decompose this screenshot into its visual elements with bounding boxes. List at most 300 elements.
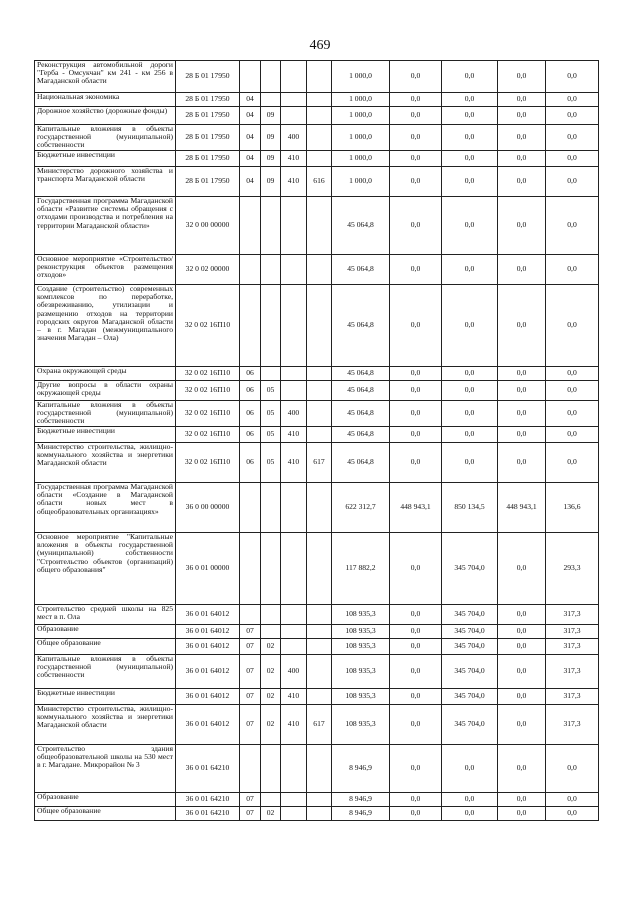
row-value-5: 0,0 [546, 151, 599, 167]
row-value-1: 45 064,8 [332, 443, 390, 483]
table-row [35, 807, 599, 821]
row-value-3: 0,0 [442, 107, 498, 125]
row-subsection: 09 [261, 151, 281, 167]
row-section [240, 255, 261, 285]
row-section: 06 [240, 427, 261, 443]
row-value-5: 0,0 [546, 443, 599, 483]
row-name: Государственная программа Магаданской области «Создание в Магаданской области новых мест в общеобразовательных организациях» [35, 483, 176, 533]
row-value-5: 0,0 [546, 793, 599, 807]
row-name: Общее образование [35, 807, 176, 821]
row-value-1: 45 064,8 [332, 285, 390, 367]
row-value-3: 0,0 [442, 151, 498, 167]
row-name: Министерство дорожного хозяйства и транспорта Магаданской области [35, 167, 176, 197]
row-expense-type: 410 [281, 689, 307, 705]
row-administrator [307, 381, 332, 401]
table-row [35, 745, 599, 793]
row-value-5: 0,0 [546, 197, 599, 255]
row-value-3: 0,0 [442, 367, 498, 381]
row-value-2: 0,0 [390, 167, 442, 197]
row-code: 36 0 01 64012 [176, 625, 240, 639]
row-expense-type [281, 745, 307, 793]
row-code: 36 0 01 64210 [176, 793, 240, 807]
row-administrator [307, 655, 332, 689]
row-value-1: 45 064,8 [332, 255, 390, 285]
row-value-1: 1 000,0 [332, 151, 390, 167]
table-row [35, 401, 599, 427]
row-expense-type [281, 197, 307, 255]
row-section: 07 [240, 689, 261, 705]
row-value-1: 45 064,8 [332, 427, 390, 443]
row-value-5: 0,0 [546, 807, 599, 821]
row-value-2: 0,0 [390, 807, 442, 821]
row-value-3: 0,0 [442, 381, 498, 401]
row-section: 06 [240, 367, 261, 381]
row-value-5: 0,0 [546, 427, 599, 443]
row-code: 32 0 02 16П10 [176, 427, 240, 443]
row-name: Основное мероприятие "Капитальные вложения в объекты государственной (муниципальной) собственности "Строительство объектов (организаций) общего образования" [35, 533, 176, 605]
row-expense-type: 400 [281, 655, 307, 689]
table-row [35, 367, 599, 381]
row-section: 06 [240, 381, 261, 401]
row-expense-type: 400 [281, 125, 307, 151]
table-row [35, 639, 599, 655]
row-value-4: 0,0 [498, 93, 546, 107]
row-value-5: 0,0 [546, 167, 599, 197]
row-expense-type [281, 107, 307, 125]
row-administrator [307, 427, 332, 443]
row-value-2: 0,0 [390, 367, 442, 381]
row-value-4: 0,0 [498, 167, 546, 197]
row-code: 36 0 01 64012 [176, 605, 240, 625]
row-value-1: 117 882,2 [332, 533, 390, 605]
table-row [35, 689, 599, 705]
row-value-5: 317,3 [546, 689, 599, 705]
row-value-3: 0,0 [442, 61, 498, 93]
row-value-4: 0,0 [498, 443, 546, 483]
row-subsection: 02 [261, 655, 281, 689]
row-subsection [261, 625, 281, 639]
table-row [35, 605, 599, 625]
table-row [35, 61, 599, 93]
row-value-2: 0,0 [390, 793, 442, 807]
row-subsection: 05 [261, 427, 281, 443]
row-value-4: 0,0 [498, 381, 546, 401]
row-administrator [307, 401, 332, 427]
row-code: 36 0 01 64012 [176, 655, 240, 689]
row-value-5: 0,0 [546, 125, 599, 151]
row-subsection: 02 [261, 639, 281, 655]
row-value-1: 108 935,3 [332, 639, 390, 655]
row-value-2: 448 943,1 [390, 483, 442, 533]
table-row [35, 107, 599, 125]
table-row [35, 197, 599, 255]
row-value-2: 0,0 [390, 705, 442, 745]
row-value-5: 317,3 [546, 655, 599, 689]
row-subsection: 02 [261, 807, 281, 821]
row-value-2: 0,0 [390, 285, 442, 367]
row-expense-type [281, 93, 307, 107]
row-expense-type [281, 625, 307, 639]
row-section: 07 [240, 705, 261, 745]
table-row [35, 483, 599, 533]
row-section [240, 745, 261, 793]
row-expense-type: 410 [281, 167, 307, 197]
row-value-3: 345 704,0 [442, 605, 498, 625]
row-administrator [307, 639, 332, 655]
row-value-1: 45 064,8 [332, 381, 390, 401]
row-value-4: 0,0 [498, 705, 546, 745]
table-row [35, 255, 599, 285]
table-row [35, 151, 599, 167]
row-expense-type [281, 605, 307, 625]
row-value-2: 0,0 [390, 655, 442, 689]
row-name: Строительство здания общеобразовательной школы на 530 мест в г. Магадане. Микрорайон № 3 [35, 745, 176, 793]
row-name: Министерство строительства, жилищно-коммунального хозяйства и энергетики Магаданской области [35, 705, 176, 745]
row-value-4: 0,0 [498, 605, 546, 625]
row-name: Строительство средней школы на 825 мест в п. Ола [35, 605, 176, 625]
row-value-3: 850 134,5 [442, 483, 498, 533]
row-administrator [307, 61, 332, 93]
row-section [240, 605, 261, 625]
row-value-1: 108 935,3 [332, 689, 390, 705]
row-value-4: 0,0 [498, 151, 546, 167]
row-subsection [261, 285, 281, 367]
row-value-5: 293,3 [546, 533, 599, 605]
row-value-3: 345 704,0 [442, 689, 498, 705]
row-value-5: 0,0 [546, 745, 599, 793]
row-subsection [261, 197, 281, 255]
row-subsection [261, 93, 281, 107]
row-value-2: 0,0 [390, 443, 442, 483]
row-value-4: 0,0 [498, 793, 546, 807]
row-code: 36 0 00 00000 [176, 483, 240, 533]
row-administrator: 617 [307, 443, 332, 483]
row-value-5: 0,0 [546, 401, 599, 427]
row-value-4: 0,0 [498, 655, 546, 689]
row-section: 06 [240, 443, 261, 483]
row-section: 06 [240, 401, 261, 427]
table-row [35, 93, 599, 107]
row-name: Бюджетные инвестиции [35, 151, 176, 167]
row-name: Создание (строительство) современных комплексов по переработке, обезвреживанию, утилизации и размещению отходов на территории городских округов Магаданской области – в г. Магадан (межмуниципального значения Магадан – Ола) [35, 285, 176, 367]
row-name: Национальная экономика [35, 93, 176, 107]
row-section: 04 [240, 151, 261, 167]
row-value-5: 0,0 [546, 61, 599, 93]
row-code: 28 Б 01 17950 [176, 93, 240, 107]
row-subsection [261, 793, 281, 807]
row-value-2: 0,0 [390, 605, 442, 625]
row-value-1: 45 064,8 [332, 401, 390, 427]
table-row [35, 533, 599, 605]
row-value-5: 317,3 [546, 605, 599, 625]
row-name: Бюджетные инвестиции [35, 689, 176, 705]
row-section [240, 197, 261, 255]
row-value-5: 0,0 [546, 285, 599, 367]
row-code: 28 Б 01 17950 [176, 151, 240, 167]
row-value-1: 45 064,8 [332, 367, 390, 381]
row-value-5: 136,6 [546, 483, 599, 533]
row-administrator: 616 [307, 167, 332, 197]
table-row [35, 381, 599, 401]
table-row [35, 655, 599, 689]
row-value-1: 8 946,9 [332, 807, 390, 821]
table-body [35, 61, 599, 821]
row-administrator [307, 689, 332, 705]
row-value-5: 0,0 [546, 367, 599, 381]
row-value-3: 0,0 [442, 93, 498, 107]
page-number: 469 [309, 38, 331, 53]
row-value-5: 317,3 [546, 639, 599, 655]
row-value-5: 0,0 [546, 381, 599, 401]
row-value-4: 0,0 [498, 367, 546, 381]
table-row [35, 427, 599, 443]
row-subsection: 05 [261, 401, 281, 427]
row-code: 32 0 00 00000 [176, 197, 240, 255]
row-expense-type [281, 807, 307, 821]
row-value-4: 0,0 [498, 61, 546, 93]
row-expense-type [281, 533, 307, 605]
row-expense-type: 400 [281, 401, 307, 427]
row-expense-type [281, 483, 307, 533]
row-name: Образование [35, 625, 176, 639]
row-subsection [261, 367, 281, 381]
row-subsection: 05 [261, 443, 281, 483]
row-subsection: 02 [261, 705, 281, 745]
row-value-3: 0,0 [442, 793, 498, 807]
row-section: 07 [240, 639, 261, 655]
row-value-2: 0,0 [390, 533, 442, 605]
table-row [35, 443, 599, 483]
row-value-1: 1 000,0 [332, 167, 390, 197]
row-administrator [307, 255, 332, 285]
row-administrator [307, 367, 332, 381]
row-value-2: 0,0 [390, 151, 442, 167]
row-name: Образование [35, 793, 176, 807]
row-value-4: 0,0 [498, 285, 546, 367]
row-value-2: 0,0 [390, 745, 442, 793]
row-value-4: 0,0 [498, 427, 546, 443]
row-administrator [307, 151, 332, 167]
row-code: 36 0 01 64012 [176, 689, 240, 705]
row-administrator [307, 125, 332, 151]
row-value-4: 0,0 [498, 689, 546, 705]
budget-table [34, 60, 599, 821]
row-administrator [307, 93, 332, 107]
row-section: 07 [240, 625, 261, 639]
row-expense-type [281, 367, 307, 381]
row-name: Дорожное хозяйство (дорожные фонды) [35, 107, 176, 125]
row-name: Реконструкция автомобильной дороги "Герба - Омсукчан" км 241 - км 256 в Магаданской области [35, 61, 176, 93]
row-value-4: 0,0 [498, 625, 546, 639]
row-name: Общее образование [35, 639, 176, 655]
row-value-3: 0,0 [442, 167, 498, 197]
row-value-3: 0,0 [442, 125, 498, 151]
row-code: 32 0 02 16П10 [176, 367, 240, 381]
row-name: Бюджетные инвестиции [35, 427, 176, 443]
row-subsection [261, 533, 281, 605]
row-section: 07 [240, 655, 261, 689]
row-code: 32 0 02 16П10 [176, 401, 240, 427]
row-value-1: 8 946,9 [332, 793, 390, 807]
row-value-2: 0,0 [390, 61, 442, 93]
row-value-2: 0,0 [390, 93, 442, 107]
row-code: 36 0 01 64012 [176, 639, 240, 655]
table-row [35, 125, 599, 151]
row-section: 04 [240, 167, 261, 197]
row-administrator [307, 483, 332, 533]
row-value-2: 0,0 [390, 381, 442, 401]
row-code: 28 Б 01 17950 [176, 125, 240, 151]
row-name: Основное мероприятие «Строительство/реконструкция объектов размещения отходов» [35, 255, 176, 285]
row-name: Капитальные вложения в объекты государственной (муниципальной) собственности [35, 125, 176, 151]
row-value-3: 0,0 [442, 255, 498, 285]
row-value-2: 0,0 [390, 401, 442, 427]
row-expense-type: 410 [281, 443, 307, 483]
row-value-4: 448 943,1 [498, 483, 546, 533]
row-code: 32 0 02 16П10 [176, 443, 240, 483]
row-subsection [261, 483, 281, 533]
row-subsection [261, 255, 281, 285]
row-code: 36 0 01 64012 [176, 705, 240, 745]
row-value-1: 8 946,9 [332, 745, 390, 793]
row-value-5: 0,0 [546, 107, 599, 125]
row-value-4: 0,0 [498, 639, 546, 655]
row-value-5: 0,0 [546, 255, 599, 285]
row-administrator [307, 605, 332, 625]
row-name: Министерство строительства, жилищно-коммунального хозяйства и энергетики Магаданской области [35, 443, 176, 483]
row-section: 04 [240, 125, 261, 151]
row-section [240, 61, 261, 93]
row-section: 07 [240, 793, 261, 807]
table-row [35, 625, 599, 639]
row-value-5: 317,3 [546, 705, 599, 745]
row-value-3: 0,0 [442, 285, 498, 367]
row-subsection: 02 [261, 689, 281, 705]
row-value-4: 0,0 [498, 107, 546, 125]
row-value-3: 345 704,0 [442, 533, 498, 605]
row-value-3: 0,0 [442, 443, 498, 483]
row-value-5: 317,3 [546, 625, 599, 639]
row-expense-type [281, 285, 307, 367]
row-administrator [307, 533, 332, 605]
row-administrator [307, 285, 332, 367]
row-value-2: 0,0 [390, 427, 442, 443]
table-row [35, 285, 599, 367]
row-value-4: 0,0 [498, 807, 546, 821]
row-value-1: 108 935,3 [332, 705, 390, 745]
row-administrator [307, 793, 332, 807]
row-expense-type: 410 [281, 151, 307, 167]
row-section [240, 483, 261, 533]
row-expense-type: 410 [281, 427, 307, 443]
row-value-3: 0,0 [442, 807, 498, 821]
row-code: 32 0 02 00000 [176, 255, 240, 285]
row-code: 28 Б 01 17950 [176, 107, 240, 125]
row-value-2: 0,0 [390, 639, 442, 655]
row-value-1: 1 000,0 [332, 61, 390, 93]
row-value-3: 345 704,0 [442, 655, 498, 689]
row-code: 32 0 02 16П10 [176, 285, 240, 367]
row-expense-type [281, 793, 307, 807]
row-section: 04 [240, 93, 261, 107]
table-row [35, 793, 599, 807]
row-code: 32 0 02 16П10 [176, 381, 240, 401]
row-code: 36 0 01 00000 [176, 533, 240, 605]
row-value-3: 345 704,0 [442, 625, 498, 639]
row-section: 07 [240, 807, 261, 821]
row-value-2: 0,0 [390, 125, 442, 151]
row-value-1: 622 312,7 [332, 483, 390, 533]
table-row [35, 167, 599, 197]
row-administrator [307, 745, 332, 793]
row-value-1: 1 000,0 [332, 107, 390, 125]
row-section [240, 285, 261, 367]
row-value-1: 1 000,0 [332, 125, 390, 151]
row-value-2: 0,0 [390, 107, 442, 125]
row-value-2: 0,0 [390, 197, 442, 255]
row-code: 36 0 01 64210 [176, 745, 240, 793]
row-expense-type: 410 [281, 705, 307, 745]
row-value-4: 0,0 [498, 533, 546, 605]
row-value-4: 0,0 [498, 745, 546, 793]
row-subsection: 09 [261, 125, 281, 151]
row-code: 28 Б 01 17950 [176, 61, 240, 93]
row-value-3: 345 704,0 [442, 639, 498, 655]
row-value-4: 0,0 [498, 401, 546, 427]
row-administrator [307, 197, 332, 255]
row-value-4: 0,0 [498, 197, 546, 255]
row-expense-type [281, 381, 307, 401]
row-value-4: 0,0 [498, 125, 546, 151]
row-value-5: 0,0 [546, 93, 599, 107]
row-expense-type [281, 639, 307, 655]
row-value-3: 0,0 [442, 745, 498, 793]
row-value-1: 108 935,3 [332, 625, 390, 639]
row-value-1: 45 064,8 [332, 197, 390, 255]
row-subsection: 09 [261, 167, 281, 197]
row-name: Капитальные вложения в объекты государственной (муниципальной) собственности [35, 655, 176, 689]
row-value-2: 0,0 [390, 625, 442, 639]
row-subsection: 09 [261, 107, 281, 125]
row-administrator [307, 807, 332, 821]
row-name: Капитальные вложения в объекты государственной (муниципальной) собственности [35, 401, 176, 427]
row-administrator: 617 [307, 705, 332, 745]
row-value-1: 108 935,3 [332, 605, 390, 625]
row-value-2: 0,0 [390, 689, 442, 705]
table-row [35, 705, 599, 745]
row-value-3: 0,0 [442, 401, 498, 427]
row-value-3: 0,0 [442, 427, 498, 443]
row-subsection [261, 61, 281, 93]
row-value-1: 108 935,3 [332, 655, 390, 689]
row-value-3: 0,0 [442, 197, 498, 255]
row-expense-type [281, 61, 307, 93]
row-code: 28 Б 01 17950 [176, 167, 240, 197]
row-value-3: 345 704,0 [442, 705, 498, 745]
row-value-2: 0,0 [390, 255, 442, 285]
row-code: 36 0 01 64210 [176, 807, 240, 821]
row-name: Государственная программа Магаданской области «Развитие системы обращения с отходами производства и потребления на территории Магаданской области» [35, 197, 176, 255]
row-subsection [261, 605, 281, 625]
row-value-4: 0,0 [498, 255, 546, 285]
row-section [240, 533, 261, 605]
row-name: Другие вопросы в области охраны окружающей среды [35, 381, 176, 401]
row-section: 04 [240, 107, 261, 125]
row-expense-type [281, 255, 307, 285]
row-value-1: 1 000,0 [332, 93, 390, 107]
row-subsection [261, 745, 281, 793]
row-name: Охрана окружающей среды [35, 367, 176, 381]
